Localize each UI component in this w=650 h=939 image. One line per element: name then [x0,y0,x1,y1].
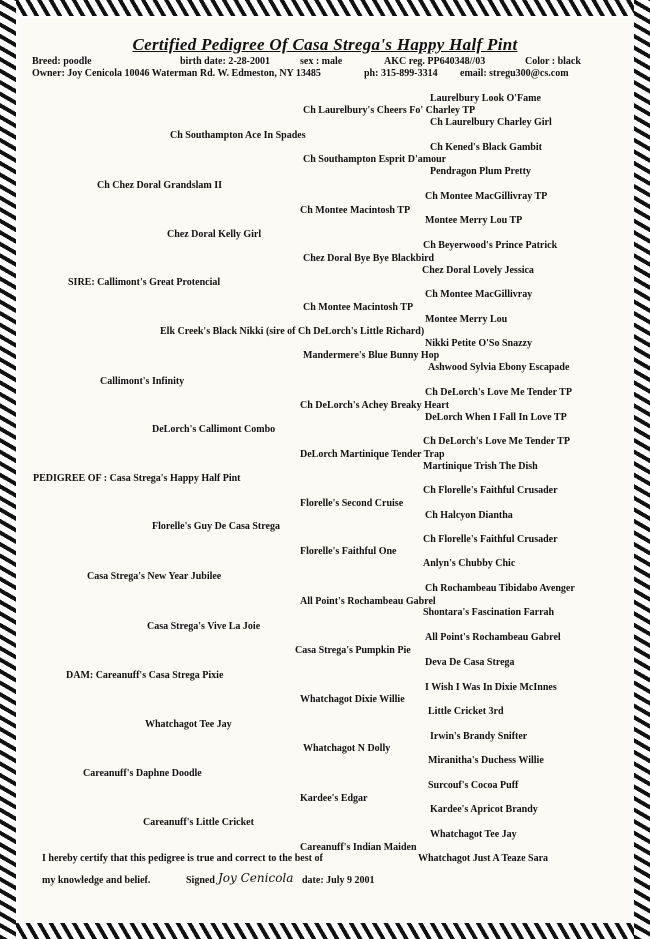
pedigree-entry: Ch Chez Doral Grandslam II [97,180,223,191]
pedigree-entry: Careanuff's Little Cricket [143,817,254,828]
pedigree-entry: DeLorch Martinique Tender Trap [300,449,445,460]
decorative-border-top [0,0,650,16]
signed-label: Signed [186,875,215,886]
pedigree-entry: Ch Montee Macintosh TP [303,302,414,313]
pedigree-entry: Ashwood Sylvia Ebony Escapade [428,362,570,373]
pedigree-entry: Ch DeLorch's Love Me Tender TP [423,436,570,447]
pedigree-entry: Casa Strega's Pumpkin Pie [295,645,411,656]
color-field: Color : black [525,56,581,67]
pedigree-entry: Whatchagot N Dolly [303,743,391,754]
pedigree-entry: Ch DeLorch's Love Me Tender TP [425,387,572,398]
pedigree-entry: Ch Southampton Esprit D'amour [303,154,447,165]
pedigree-entry: Deva De Casa Strega [425,657,515,668]
pedigree-entry: Ch Kened's Black Gambit [430,142,542,153]
pedigree-entry: Chez Doral Kelly Girl [167,229,262,240]
pedigree-entry: Elk Creek's Black Nikki (sire of Ch DeLorch's Little Richard) [160,326,425,337]
certificate-title: Certified Pedigree Of Casa Strega's Happy Half Pint [132,35,518,54]
pedigree-entry: Chez Doral Bye Bye Blackbird [303,253,435,264]
pedigree-entry: I Wish I Was In Dixie McInnes [425,682,557,693]
pedigree-entry: Laurelbury Look O'Fame [430,93,541,104]
pedigree-entry: Ch Montee MacGillivray [425,289,533,300]
decorative-border-bottom [0,923,650,939]
pedigree-entry: Montee Merry Lou TP [425,215,523,226]
pedigree-entry: All Point's Rochambeau Gabrel [425,632,561,643]
pedigree-entry: Surcouf's Cocoa Puff [428,780,519,791]
pedigree-entry: DeLorch When I Fall In Love TP [425,412,567,423]
pedigree-entry: Florelle's Guy De Casa Strega [152,521,280,532]
pedigree-entry: Miranitha's Duchess Willie [428,755,544,766]
pedigree-entry: Anlyn's Chubby Chic [423,558,516,569]
pedigree-entry: All Point's Rochambeau Gabrel [300,596,436,607]
pedigree-entry: Pendragon Plum Pretty [430,166,531,177]
pedigree-entry: Ch Laurelbury Charley Girl [430,117,552,128]
pedigree-entry: Ch Rochambeau Tibidabo Avenger [425,583,575,594]
pedigree-entry: Mandermere's Blue Bunny Hop [303,350,440,361]
pedigree-entry: Ch Florelle's Faithful Crusader [423,534,558,545]
certification-line-1: I hereby certify that this pedigree is true and correct to the best of [42,853,323,864]
pedigree-entry: Martinique Trish The Dish [423,461,538,472]
decorative-border-left [0,0,16,939]
pedigree-entry: Ch Southampton Ace In Spades [170,130,306,141]
pedigree-entry: DeLorch's Callimont Combo [152,424,276,435]
pedigree-entry: Kardee's Edgar [300,793,368,804]
pedigree-entry: Careanuff's Indian Maiden [300,842,417,853]
pedigree-entry: Kardee's Apricot Brandy [430,804,538,815]
pedigree-entry: Ch Montee Macintosh TP [300,205,411,216]
akc-reg-field: AKC reg. PP640348//03 [384,56,486,67]
owner-field: Owner: Joy Cenicola 10046 Waterman Rd. W. Edmeston, NY 13485 [32,68,321,79]
certification-date: date: July 9 2001 [302,875,375,886]
certification-line-2: my knowledge and belief. [42,875,151,886]
pedigree-entry: DAM: Careanuff's Casa Strega Pixie [66,670,224,681]
phone-field: ph: 315-899-3314 [364,68,438,79]
pedigree-entry: Ch Laurelbury's Cheers Fo' Charley TP [303,105,476,116]
breed-field: Breed: poodle [32,56,92,67]
pedigree-entry: Ch Beyerwood's Prince Patrick [423,240,558,251]
pedigree-entry: Ch Halcyon Diantha [425,510,513,521]
pedigree-entry: Casa Strega's Vive La Joie [147,621,261,632]
pedigree-entry: SIRE: Callimont's Great Protencial [68,277,221,288]
pedigree-entry: Ch Montee MacGillivray TP [425,191,548,202]
pedigree-entry: Callimont's Infinity [100,376,185,387]
pedigree-entry: Florelle's Faithful One [300,546,397,557]
pedigree-entry: Irwin's Brandy Snifter [430,731,528,742]
pedigree-entry: Shontara's Fascination Farrah [423,607,555,618]
sex-field: sex : male [300,56,343,67]
pedigree-entry: Little Cricket 3rd [428,706,504,717]
pedigree-entry: Chez Doral Lovely Jessica [422,265,534,276]
pedigree-entry: Ch Florelle's Faithful Crusader [423,485,558,496]
decorative-border-right [634,0,650,939]
pedigree-entry: Whatchagot Dixie Willie [300,694,405,705]
pedigree-entry: Montee Merry Lou [425,314,508,325]
pedigree-entry: Ch DeLorch's Achey Breaky Heart [300,400,450,411]
birth-date-field: birth date: 2-28-2001 [180,56,270,67]
pedigree-entry: Whatchagot Just A Teaze Sara [418,853,549,864]
pedigree-entry: PEDIGREE OF : Casa Strega's Happy Half Pint [33,473,241,484]
pedigree-entry: Florelle's Second Cruise [300,498,404,509]
pedigree-entry: Whatchagot Tee Jay [145,719,232,730]
pedigree-entry: Nikki Petite O'So Snazzy [425,338,532,349]
email-field: email: stregu300@cs.com [460,68,569,79]
signature: Joy Cenicola [218,871,294,885]
pedigree-entry: Casa Strega's New Year Jubilee [87,571,222,582]
pedigree-entry: Whatchagot Tee Jay [430,829,517,840]
pedigree-entry: Careanuff's Daphne Doodle [83,768,202,779]
